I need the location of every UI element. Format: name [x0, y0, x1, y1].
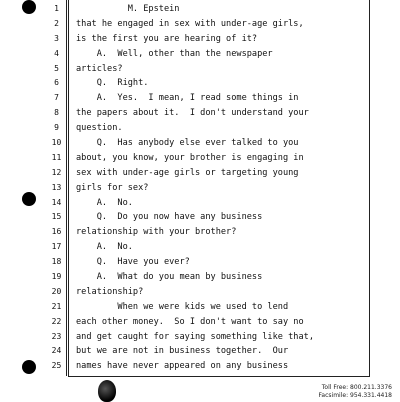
transcript-line — [48, 32, 378, 47]
transcript-line — [48, 210, 378, 225]
line-text: A. What do you mean by business — [76, 272, 263, 283]
line-text: each other money. So I don't want to say no — [76, 316, 304, 327]
transcript-line — [48, 91, 378, 106]
line-number: 16 — [51, 227, 62, 237]
line-number: 24 — [51, 346, 62, 356]
transcript-line — [48, 47, 378, 62]
punch-hole — [22, 360, 36, 374]
line-number: 23 — [51, 331, 62, 341]
line-number: 3 — [54, 33, 59, 43]
line-text: A. Yes. I mean, I read some things in — [76, 93, 299, 104]
transcript-line — [48, 181, 378, 196]
line-text: and get caught for saying something like that, — [76, 331, 314, 342]
transcript-line — [48, 136, 378, 151]
line-text: that he engaged in sex with under-age girls, — [76, 18, 304, 29]
transcript-line — [48, 300, 378, 315]
line-number: 5 — [54, 63, 59, 73]
line-number: 17 — [51, 242, 62, 252]
toll-free-number: Toll Free: 800.211.3376 — [321, 384, 392, 391]
line-number: 4 — [54, 48, 59, 58]
line-text: about, you know, your brother is engaging in — [76, 152, 304, 163]
transcript-line — [48, 2, 378, 17]
punch-hole — [22, 192, 36, 206]
transcript-line — [48, 121, 378, 136]
line-number: 18 — [51, 257, 62, 267]
transcript-line — [48, 315, 378, 330]
line-text: Q. Right. — [76, 78, 149, 89]
line-text: relationship? — [76, 286, 144, 297]
transcript-line — [48, 344, 378, 359]
line-number: 9 — [54, 123, 59, 133]
line-text: articles? — [76, 63, 123, 74]
line-text: the papers about it. I don't understand your — [76, 108, 309, 119]
line-text: Q. Do you now have any business — [76, 212, 263, 223]
facsimile-number: Facsimile: 954.331.4418 — [318, 391, 392, 399]
line-number: 2 — [54, 18, 59, 28]
line-number: 12 — [51, 167, 62, 177]
line-text: girls for sex? — [76, 182, 149, 193]
transcript-lines — [48, 2, 378, 374]
line-text: but we are not in business together. Our — [76, 346, 289, 357]
line-number: 20 — [51, 286, 62, 296]
line-text: A. No. — [76, 242, 133, 253]
line-text: Q. Has anybody else ever talked to you — [76, 138, 299, 149]
transcript-line — [48, 240, 378, 255]
transcript-line — [48, 270, 378, 285]
line-text: question. — [76, 123, 123, 134]
line-number: 10 — [51, 138, 62, 148]
line-number: 14 — [51, 197, 62, 207]
transcript-line — [48, 359, 378, 374]
line-number: 22 — [51, 316, 62, 326]
line-text: relationship with your brother? — [76, 227, 237, 238]
line-text: M. Epstein — [76, 4, 180, 14]
transcript-line — [48, 76, 378, 91]
transcript-line — [48, 151, 378, 166]
transcript-line — [48, 17, 378, 32]
footer-contact — [282, 384, 392, 399]
line-number: 25 — [51, 361, 62, 371]
transcript-line — [48, 196, 378, 211]
line-number: 6 — [54, 78, 59, 88]
punch-hole — [22, 0, 36, 14]
line-text: sex with under-age girls or targeting young — [76, 167, 299, 178]
line-text: Q. Have you ever? — [76, 257, 190, 268]
transcript-line — [48, 330, 378, 345]
line-number: 15 — [51, 212, 62, 222]
reporting-logo-icon — [98, 380, 116, 402]
transcript-line — [48, 225, 378, 240]
transcript-line — [48, 106, 378, 121]
line-text: is the first you are hearing of it? — [76, 33, 258, 44]
line-number: 11 — [51, 152, 62, 162]
line-text: A. No. — [76, 197, 133, 208]
line-text: names have never appeared on any business — [76, 361, 289, 372]
line-text: A. Well, other than the newspaper — [76, 48, 273, 59]
transcript-line — [48, 166, 378, 181]
line-number: 8 — [54, 108, 59, 118]
line-text: When we were kids we used to lend — [76, 301, 289, 312]
line-number: 1 — [54, 4, 59, 13]
line-number: 13 — [51, 182, 62, 192]
line-number: 21 — [51, 301, 62, 311]
transcript-line — [48, 255, 378, 270]
line-number: 7 — [54, 93, 59, 103]
transcript-line — [48, 62, 378, 77]
transcript-line — [48, 285, 378, 300]
line-number: 19 — [51, 272, 62, 282]
